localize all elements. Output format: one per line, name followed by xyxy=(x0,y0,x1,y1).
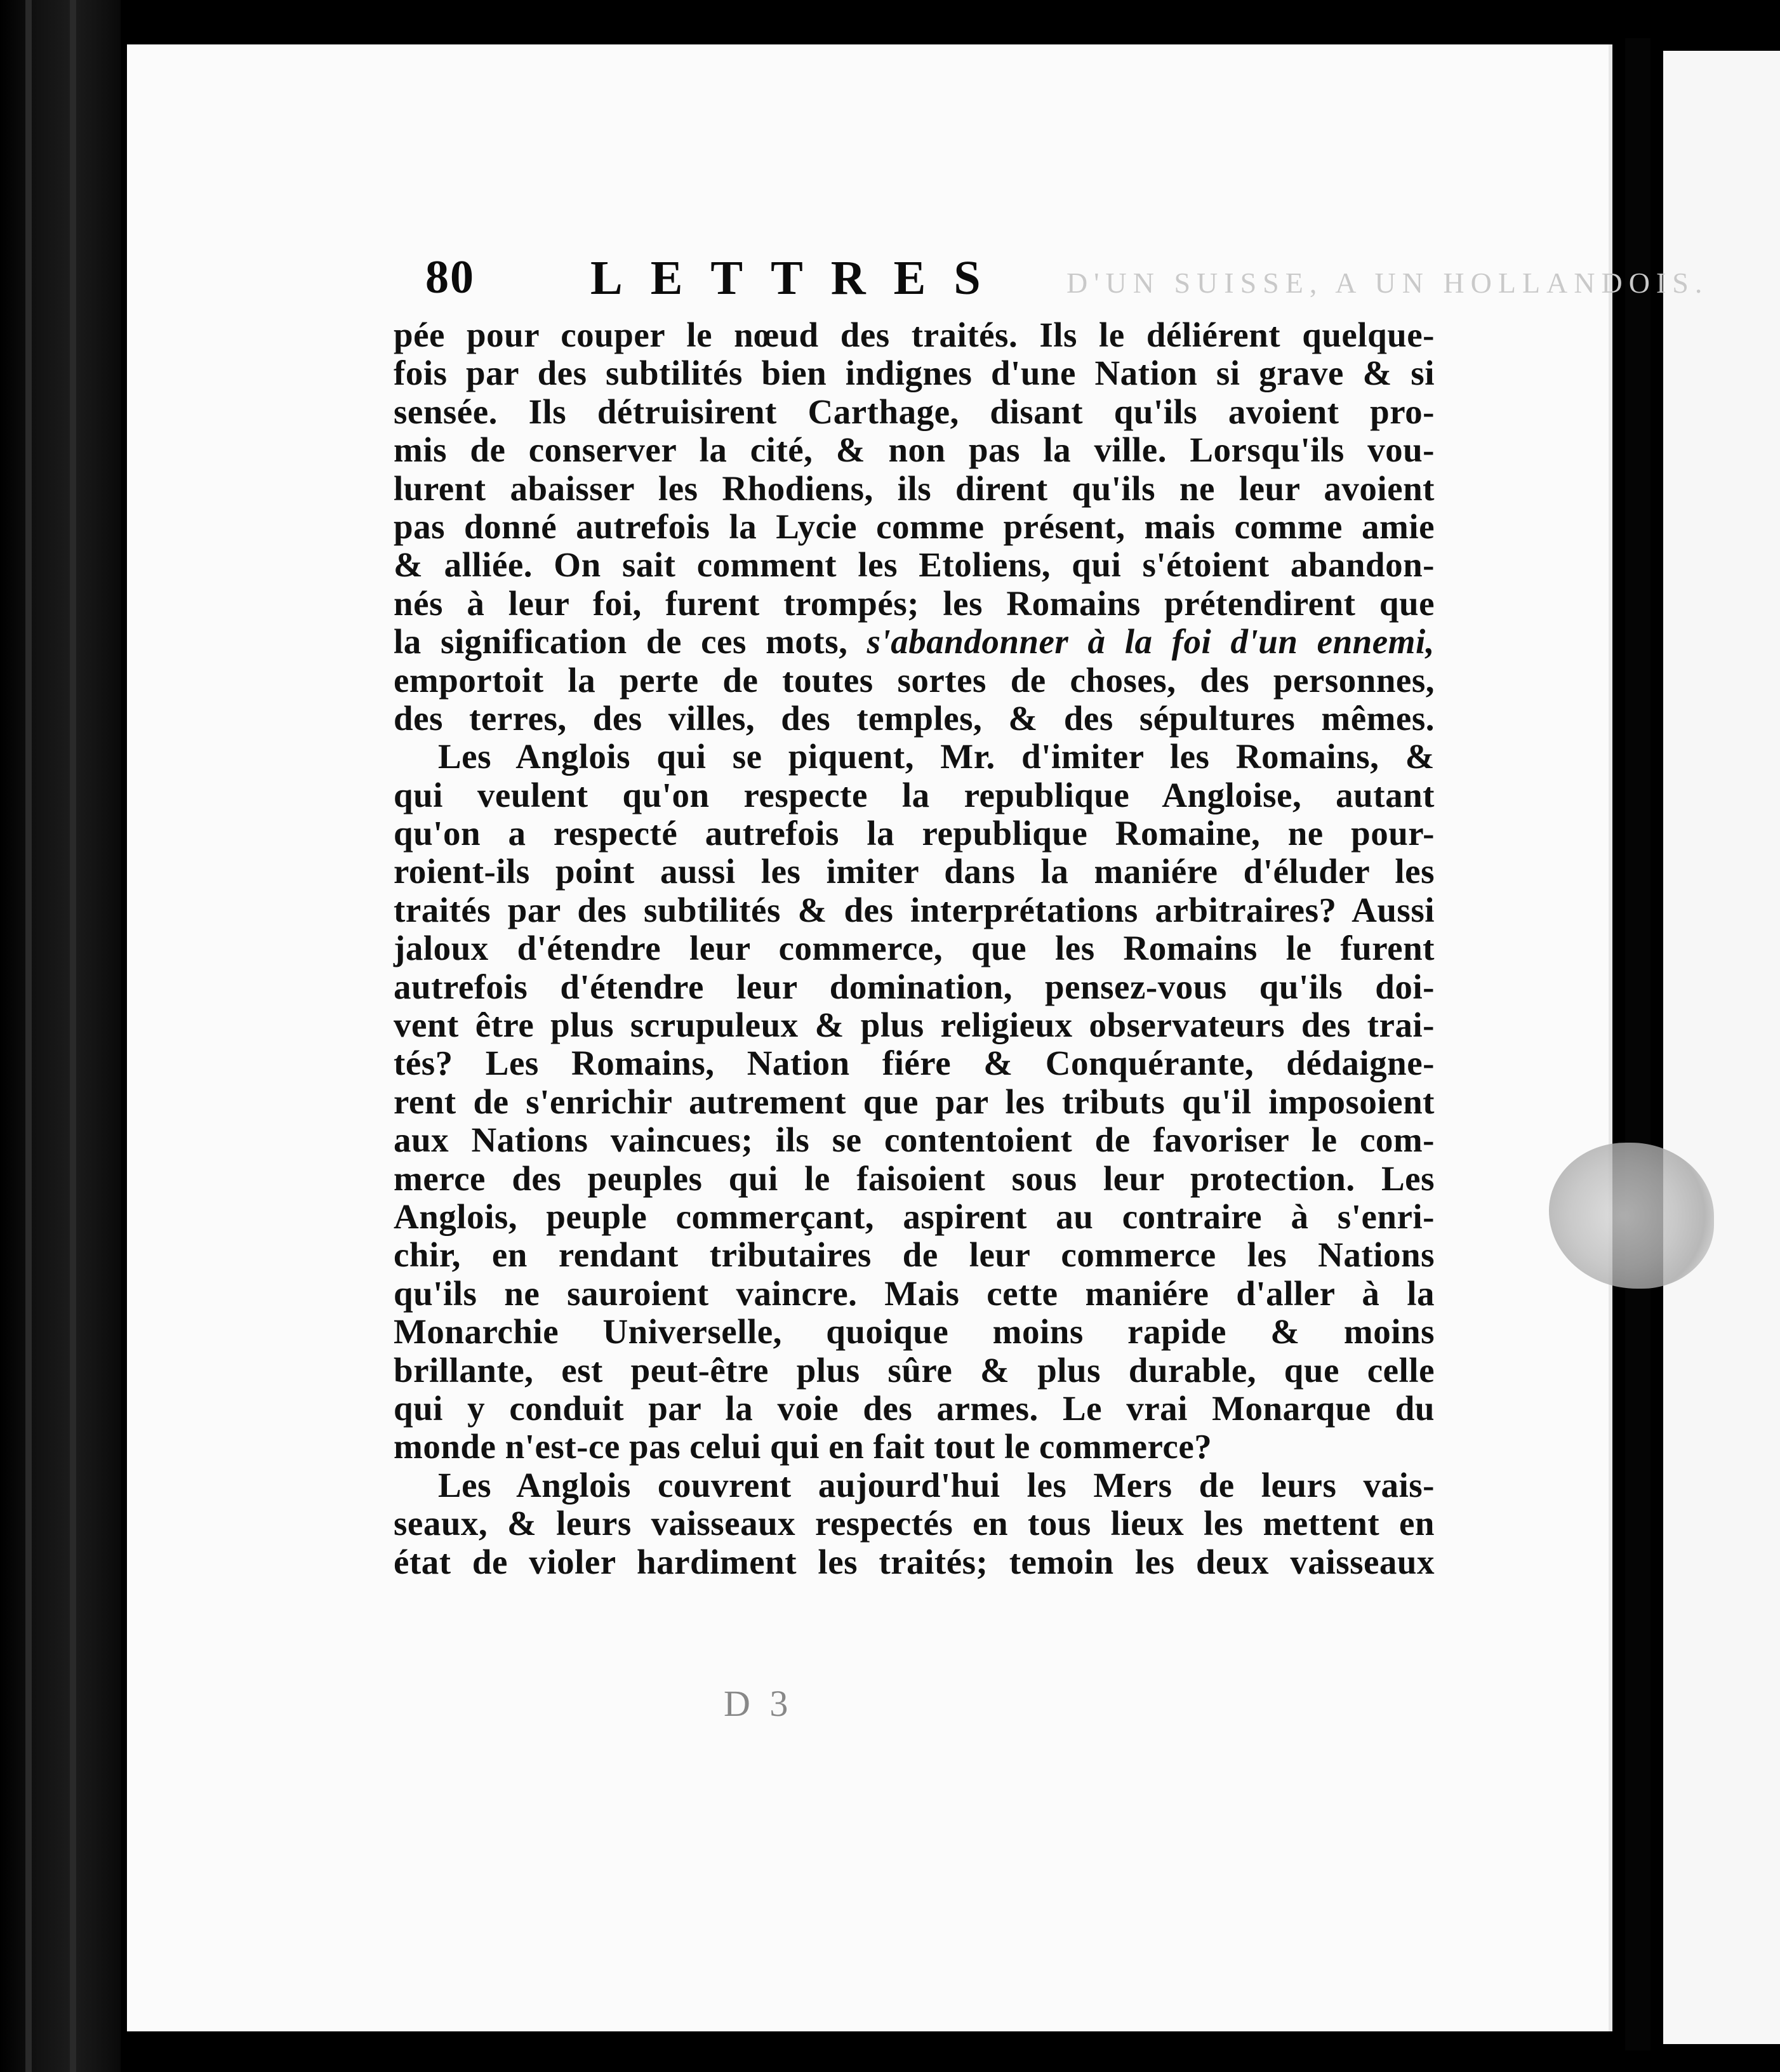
body-text xyxy=(394,316,1435,1581)
text-line: pée pour couper le nœud des traités. Ils le déliérent quelque- xyxy=(394,315,1435,354)
text-line: nés à leur foi, furent trompés; les Romains prétendirent que xyxy=(394,583,1435,623)
text-line: des terres, des villes, des temples, & des sépultures mêmes. xyxy=(394,698,1435,738)
text-line: qui veulent qu'on respecte la republique Angloise, autant xyxy=(394,775,1435,814)
text-line: & alliée. On sait comment les Etoliens, qui s'étoient abandon- xyxy=(394,545,1435,585)
text-line: sensée. Ils détruisirent Carthage, disant qu'ils avoient pro- xyxy=(394,392,1435,431)
text-line: aux Nations vaincues; ils se contentoient de favoriser le com- xyxy=(394,1120,1435,1160)
text-line: seaux, & leurs vaisseaux respectés en tous lieux les mettent en xyxy=(394,1504,1435,1543)
text-line: qu'ils ne sauroient vaincre. Mais cette maniére d'aller à la xyxy=(394,1273,1435,1313)
text-line: mis de conserver la cité, & non pas la ville. Lorsqu'ils vou- xyxy=(394,430,1435,470)
text-line: qu'on a respecté autrefois la republique Romaine, ne pour- xyxy=(394,814,1435,853)
text-line: merce des peuples qui le faisoient sous leur protection. Les xyxy=(394,1159,1435,1198)
text-line: roient-ils point aussi les imiter dans la maniére d'éluder les xyxy=(394,852,1435,891)
page-gutter-shadow xyxy=(1625,38,1650,2050)
text-line: tés? Les Romains, Nation fiére & Conquérante, dédaigne- xyxy=(394,1044,1435,1083)
spine-edge-line xyxy=(70,0,76,2072)
text-line: fois par des subtilités bien indignes d'une Nation si grave & si xyxy=(394,354,1435,393)
text-line-with-italic xyxy=(394,623,1435,661)
paragraph-last-line: monde n'est-ce pas celui qui en fait tout le commerce? xyxy=(394,1427,1212,1466)
text-line: rent de s'enrichir autrement que par les tributs qu'il imposoient xyxy=(394,1082,1435,1121)
text-line: brillante, est peut-être plus sûre & plus durable, que celle xyxy=(394,1350,1435,1390)
text-line: état de violer hardiment les traités; temoin les deux vaisseaux xyxy=(394,1542,1435,1581)
running-title: LETTRES xyxy=(590,251,1009,305)
signature-mark: D 3 xyxy=(724,1683,794,1724)
text-line: Anglois, peuple commerçant, aspirent au contraire à s'enri- xyxy=(394,1197,1435,1236)
text-line: chir, en rendant tributaires de leur commerce les Nations xyxy=(394,1235,1435,1275)
text-line: emportoit la perte de toutes sortes de choses, des personnes, xyxy=(394,660,1435,700)
facing-page-sliver xyxy=(1663,51,1780,2044)
text-segment: la signification de ces mots, xyxy=(394,622,848,661)
bleed-through-text: D'UN SUISSE, A UN HOLLANDOIS. xyxy=(1066,267,1709,299)
paragraph-first-line: Les Anglois couvrent aujourd'hui les Mers de leurs vais- xyxy=(438,1465,1435,1504)
paragraph-first-line: Les Anglois qui se piquent, Mr. d'imiter les Romains, & xyxy=(438,737,1435,776)
text-line: pas donné autrefois la Lycie comme présent, mais comme amie xyxy=(394,507,1435,546)
text-line: traités par des subtilités & des interprétations arbitraires? Aussi xyxy=(394,890,1435,929)
text-line: vent être plus scrupuleux & plus religieux observateurs des trai- xyxy=(394,1006,1435,1045)
text-line: qui y conduit par la voie des armes. Le vrai Monarque du xyxy=(394,1388,1435,1428)
text-line: Monarchie Universelle, quoique moins rapide & moins xyxy=(394,1312,1435,1351)
page-header xyxy=(425,251,1709,321)
spine-edge-line xyxy=(25,0,32,2072)
text-line: lurent abaisser les Rhodiens, ils dirent qu'ils ne leur avoient xyxy=(394,468,1435,508)
text-line: autrefois d'étendre leur domination, pensez-vous qu'ils doi- xyxy=(394,967,1435,1006)
book-spine xyxy=(0,0,121,2072)
italic-phrase: s'abandonner à la foi d'un ennemi, xyxy=(867,622,1435,661)
page-number: 80 xyxy=(425,251,475,303)
text-line: jaloux d'étendre leur commerce, que les Romains le furent xyxy=(394,929,1435,968)
